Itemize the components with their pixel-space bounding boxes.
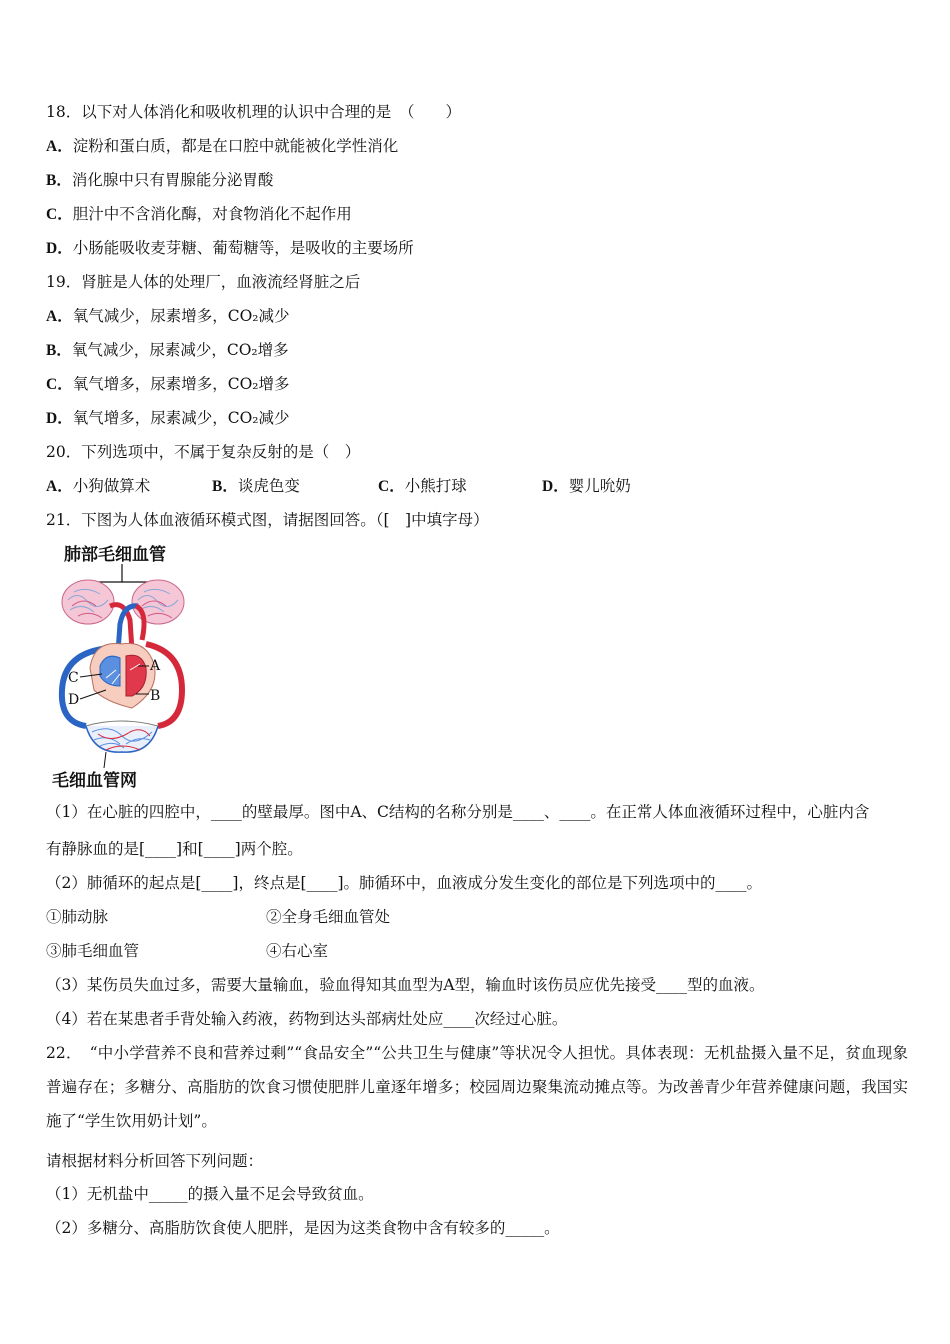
q21-part1-line1: （1）在心脏的四腔中，____的壁最厚。图中A、C结构的名称分别是____、____。在正常人体血液循环过程中，心脏内含 xyxy=(46,803,870,821)
q19-option-c xyxy=(46,374,290,395)
label-lung-capillaries: 肺部毛细血管 xyxy=(64,545,166,565)
option-text: 氧气增多，尿素增多，CO₂增多 xyxy=(72,375,290,393)
q18-option-a xyxy=(46,136,398,157)
option-label: B． xyxy=(46,172,72,189)
q20-option-c xyxy=(378,476,467,497)
heart xyxy=(90,643,155,708)
label-d: D xyxy=(68,692,80,708)
q19-option-d xyxy=(46,408,290,429)
q22-passage: 22． “中小学营养不良和营养过剩”“食品安全”“公共卫生与健康”等状况令人担忧。具体表现：无机盐摄入量不足，贫血现象普遍存在；多糖分、高脂肪的饮食习惯使肥胖儿童逐年增多；校园周边聚集流动摊点等。为改善青少年营养健康问题，我国实施了“学生饮用奶计划”。 xyxy=(46,1044,908,1130)
q22-instruction: 请根据材料分析回答下列问题： xyxy=(46,1152,264,1170)
option-label: B． xyxy=(46,342,72,359)
option-text: 谈虎色变 xyxy=(237,477,300,495)
option-label: C． xyxy=(378,478,405,495)
option-label: D． xyxy=(46,410,73,427)
q18-option-d xyxy=(46,238,414,259)
option-label: C． xyxy=(46,206,73,223)
q19-option-a xyxy=(46,306,290,327)
q18-stem: 18．以下对人体消化和吸收机理的认识中合理的是 （ ） xyxy=(46,103,461,121)
capillary-network xyxy=(86,721,158,752)
option-label: A． xyxy=(46,138,73,155)
option-label: A． xyxy=(46,308,73,325)
option-text: 婴儿吮奶 xyxy=(568,477,631,495)
q21-part1-line2: 有静脉血的是[____]和[____]两个腔。 xyxy=(46,840,303,858)
q18-option-b xyxy=(46,170,273,191)
label-b: B xyxy=(150,688,161,704)
label-capillary-network: 毛细血管网 xyxy=(52,771,137,790)
option-label: A． xyxy=(46,478,73,495)
option-label: C． xyxy=(46,376,73,393)
option-label: D． xyxy=(46,240,73,257)
option-text: 淀粉和蛋白质，都是在口腔中就能被化学性消化 xyxy=(72,137,399,155)
option-text: 小狗做算术 xyxy=(72,477,151,495)
option-text: 氧气增多，尿素减少，CO₂减少 xyxy=(72,409,290,427)
option-text: 消化腺中只有胃腺能分泌胃酸 xyxy=(71,171,274,189)
q21-choice-2: ②全身毛细血管处 xyxy=(266,908,391,926)
option-text: 氧气减少，尿素增多，CO₂减少 xyxy=(72,307,290,325)
q21-choice-1: ①肺动脉 xyxy=(46,908,109,926)
q21-part3: （3）某伤员失血过多，需要大量输血，验血得知其血型为A型，输血时该伤员应优先接受____型的血液。 xyxy=(46,976,765,994)
label-c: C xyxy=(68,670,79,686)
q22-part2: （2）多糖分、高脂肪饮食使人肥胖，是因为这类食物中含有较多的_____。 xyxy=(46,1219,560,1237)
q21-choice-3: ③肺毛细血管 xyxy=(46,942,140,960)
q21-choice-4: ④右心室 xyxy=(266,942,329,960)
option-label: D． xyxy=(542,478,569,495)
q21-stem: 21．下图为人体血液循环模式图，请据图回答。（[ ]中填字母） xyxy=(46,511,489,529)
blood-circulation-diagram xyxy=(50,540,200,790)
option-label: B． xyxy=(212,478,238,495)
q21-part4: （4）若在某患者手背处输入药液，药物到达头部病灶处应____次经过心脏。 xyxy=(46,1010,568,1028)
option-text: 氧气减少，尿素减少，CO₂增多 xyxy=(71,341,289,359)
right-lung xyxy=(132,580,184,624)
q19-option-b xyxy=(46,340,289,361)
q18-option-c xyxy=(46,204,352,225)
q20-stem: 20．下列选项中，不属于复杂反射的是（ ） xyxy=(46,443,361,461)
q20-option-d xyxy=(542,476,631,497)
q20-option-a xyxy=(46,476,150,497)
q20-option-b xyxy=(212,476,300,497)
option-text: 胆汁中不含消化酶，对食物消化不起作用 xyxy=(72,205,352,223)
q19-stem: 19．肾脏是人体的处理厂，血液流经肾脏之后 xyxy=(46,273,361,291)
left-lung xyxy=(62,580,114,624)
q22-part1: （1）无机盐中_____的摄入量不足会导致贫血。 xyxy=(46,1185,374,1203)
q21-part2: （2）肺循环的起点是[____]，终点是[____]。肺循环中，血液成分发生变化的部位是下列选项中的____。 xyxy=(46,874,763,892)
option-text: 小熊打球 xyxy=(404,477,467,495)
label-a: A xyxy=(150,658,161,674)
option-text: 小肠能吸收麦芽糖、葡萄糖等，是吸收的主要场所 xyxy=(72,239,414,257)
